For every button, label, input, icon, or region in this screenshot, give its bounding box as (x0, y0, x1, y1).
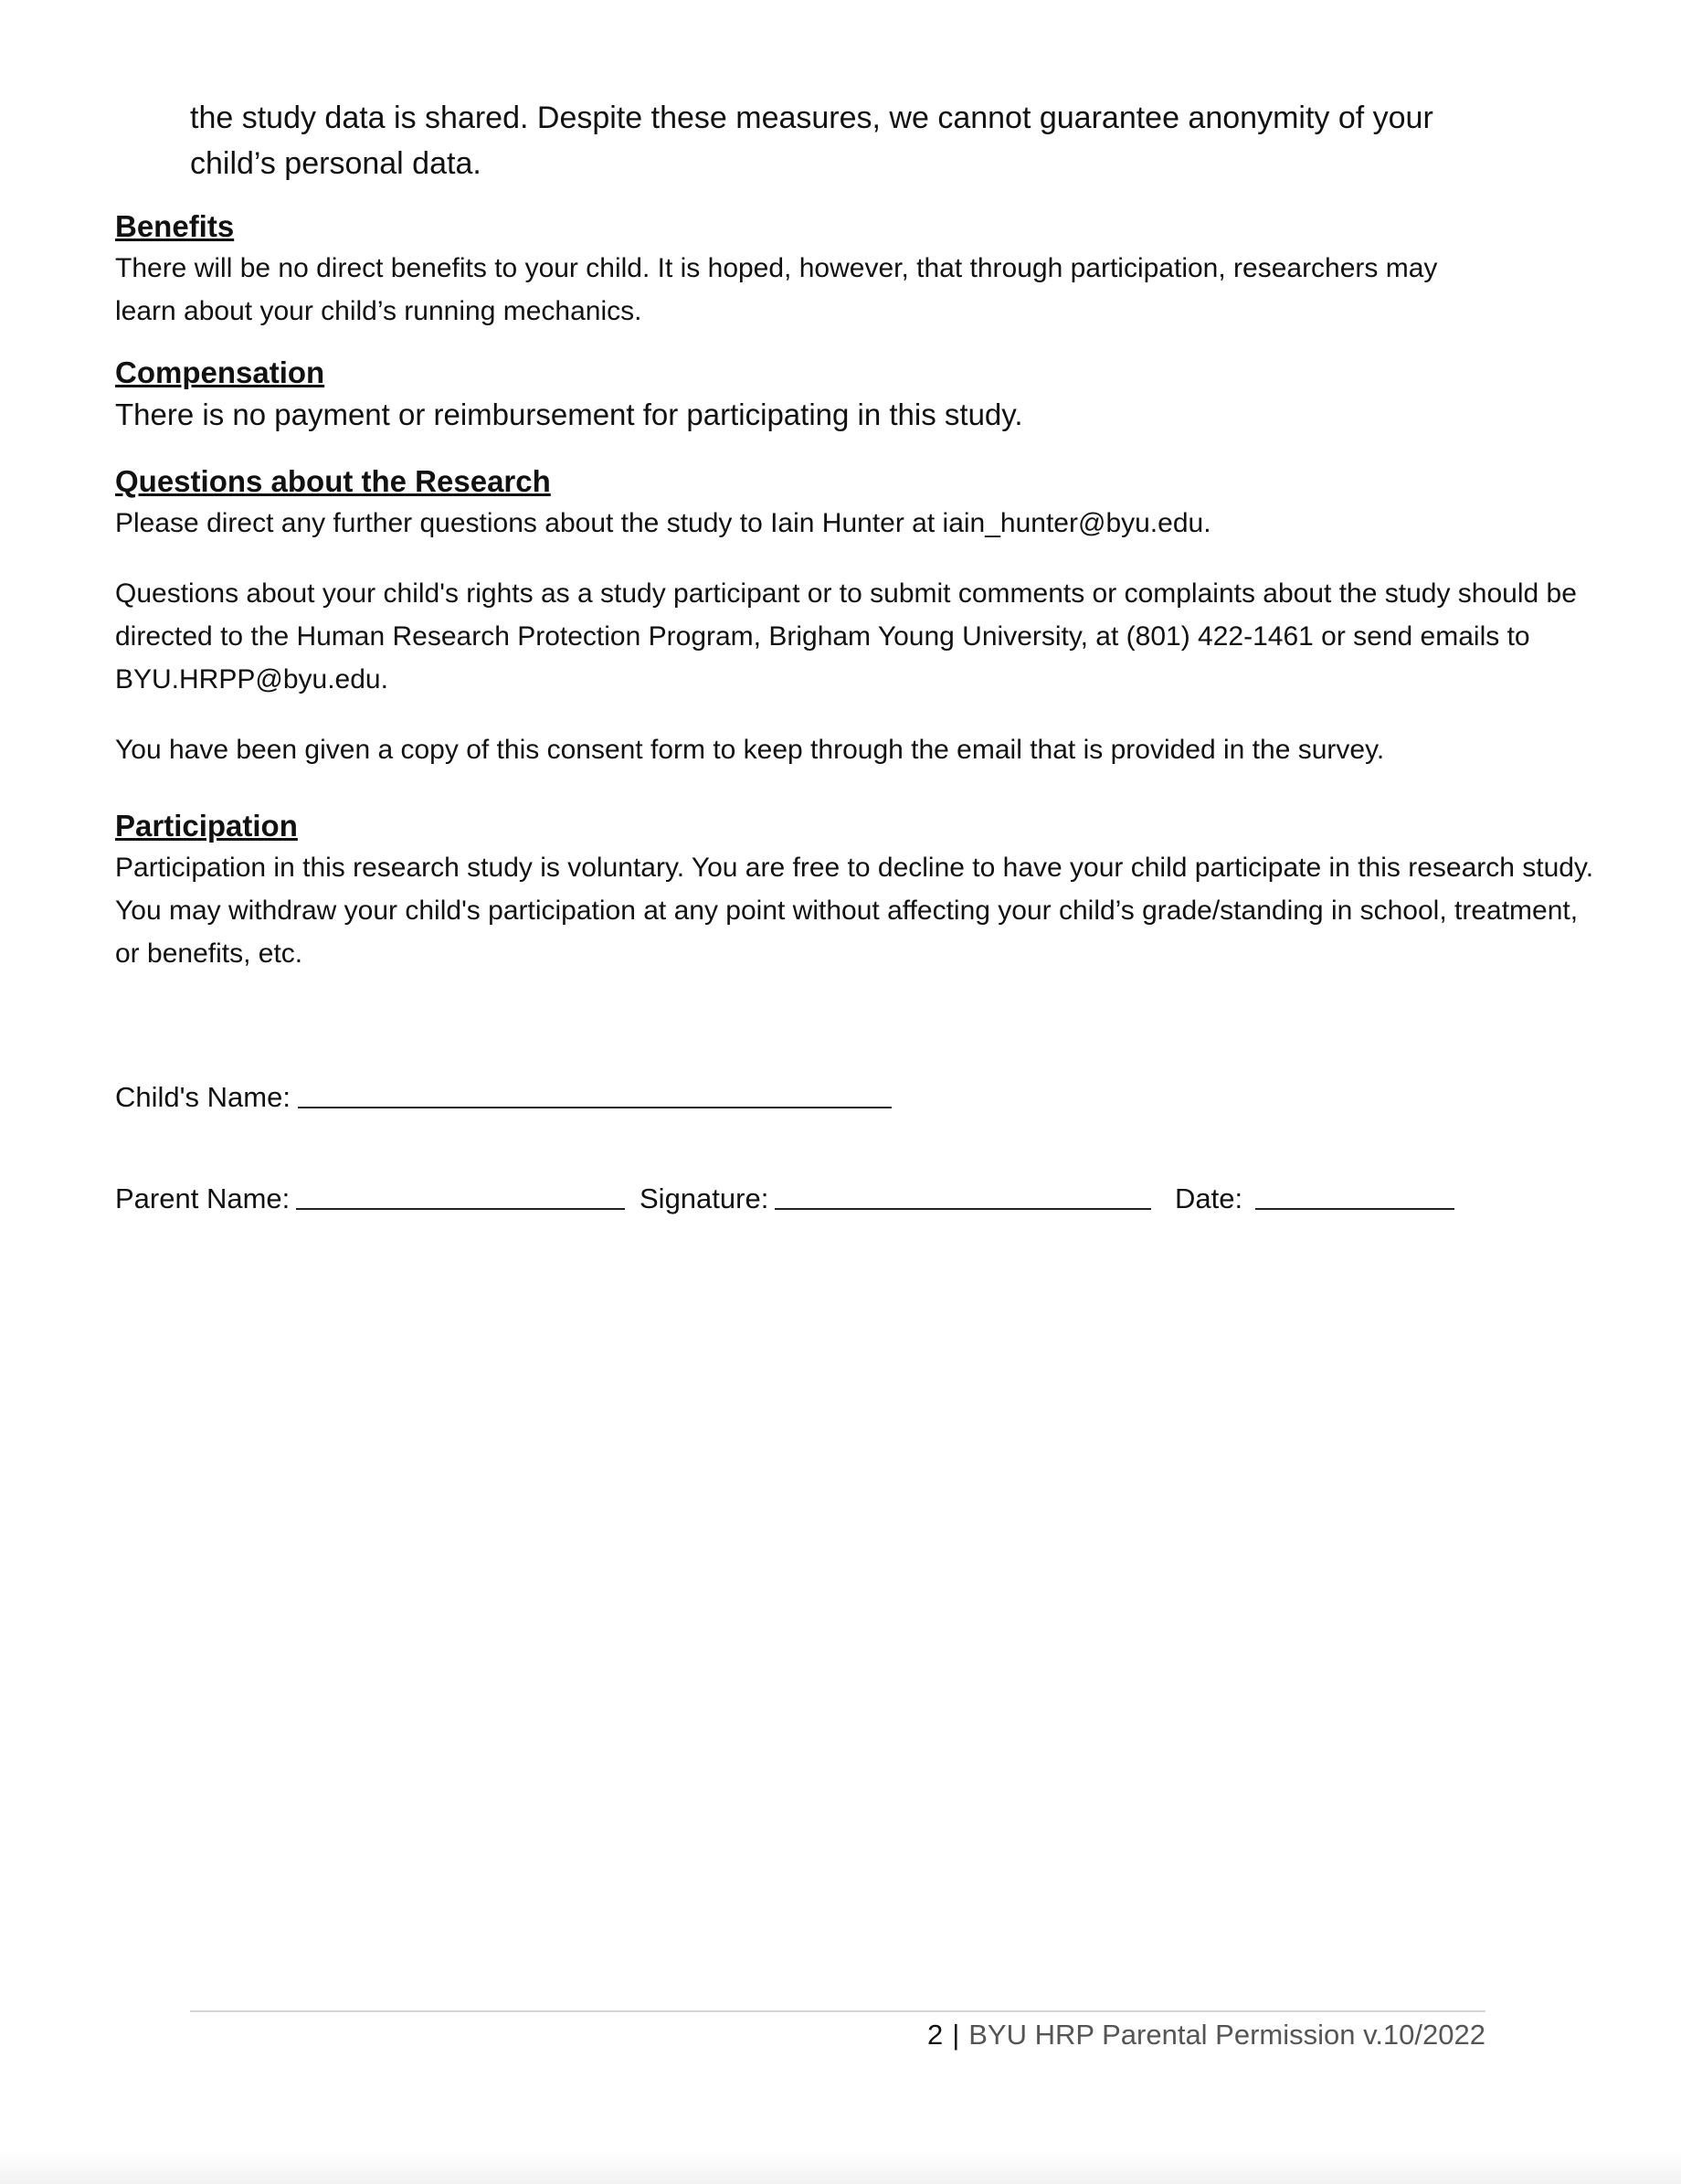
benefits-section (115, 207, 1632, 333)
signature-label: Signature: (640, 1182, 769, 1214)
rights-line-3: BYU.HRPP@byu.edu. (115, 664, 388, 694)
date-field[interactable] (1255, 1208, 1454, 1210)
footer-doc-label: BYU HRP Parental Permission v.10/2022 (968, 2019, 1485, 2051)
participation-section (115, 806, 1632, 975)
compensation-heading: Compensation (115, 355, 325, 389)
rights-paragraph (115, 572, 1632, 701)
child-name-label: Child's Name: (115, 1081, 291, 1113)
questions-heading: Questions about the Research (115, 464, 551, 498)
page-number: 2 (926, 2019, 944, 2051)
participation-line-2: You may withdraw your child's participation at any point without affecting your child’s grade/standing in school, treatment, (115, 896, 1579, 926)
copy-paragraph (115, 728, 1632, 771)
participation-line-1: Participation in this research study is voluntary. You are free to decline to have your child participate in this research study. (115, 853, 1594, 883)
benefits-line-1: There will be no direct benefits to your child. It is hoped, however, that through participation, researchers may (115, 253, 1438, 283)
compensation-text: There is no payment or reimbursement for participating in this study. (115, 398, 1023, 431)
benefits-line-2: learn about your child’s running mechanics. (115, 296, 642, 326)
rights-line-2: directed to the Human Research Protection Program, Brigham Young University, at (801) 422-1461 or send emails to (115, 621, 1530, 652)
questions-contact-text: Please direct any further questions about the study to Iain Hunter at iain_hunter@byu.edu. (115, 508, 1211, 538)
footer-divider (190, 2010, 1485, 2012)
parent-name-field[interactable] (296, 1208, 625, 1210)
signature-field[interactable] (775, 1208, 1151, 1210)
child-name-field[interactable] (298, 1107, 892, 1108)
benefits-heading: Benefits (115, 209, 235, 243)
carryover-line-2: child’s personal data. (190, 146, 481, 181)
date-label: Date: (1175, 1182, 1243, 1214)
parent-name-label: Parent Name: (115, 1182, 291, 1214)
carryover-paragraph (190, 95, 1469, 186)
carryover-line-1: the study data is shared. Despite these measures, we cannot guarantee anonymity of your (190, 101, 1433, 135)
footer-separator: | (952, 2019, 960, 2051)
participation-line-3: or benefits, etc. (115, 938, 303, 969)
child-name-row (115, 1079, 937, 1119)
signature-row (115, 1181, 1485, 1221)
participation-heading: Participation (115, 809, 298, 843)
page-footer (927, 2017, 1485, 2053)
copy-text: You have been given a copy of this consent form to keep through the email that is provided in the survey. (115, 735, 1385, 765)
compensation-section (115, 353, 1632, 437)
rights-line-1: Questions about your child's rights as a study participant or to submit comments or complaints about the study should be (115, 578, 1577, 609)
questions-section (115, 461, 1632, 545)
page-bottom-shadow (0, 2151, 1681, 2184)
